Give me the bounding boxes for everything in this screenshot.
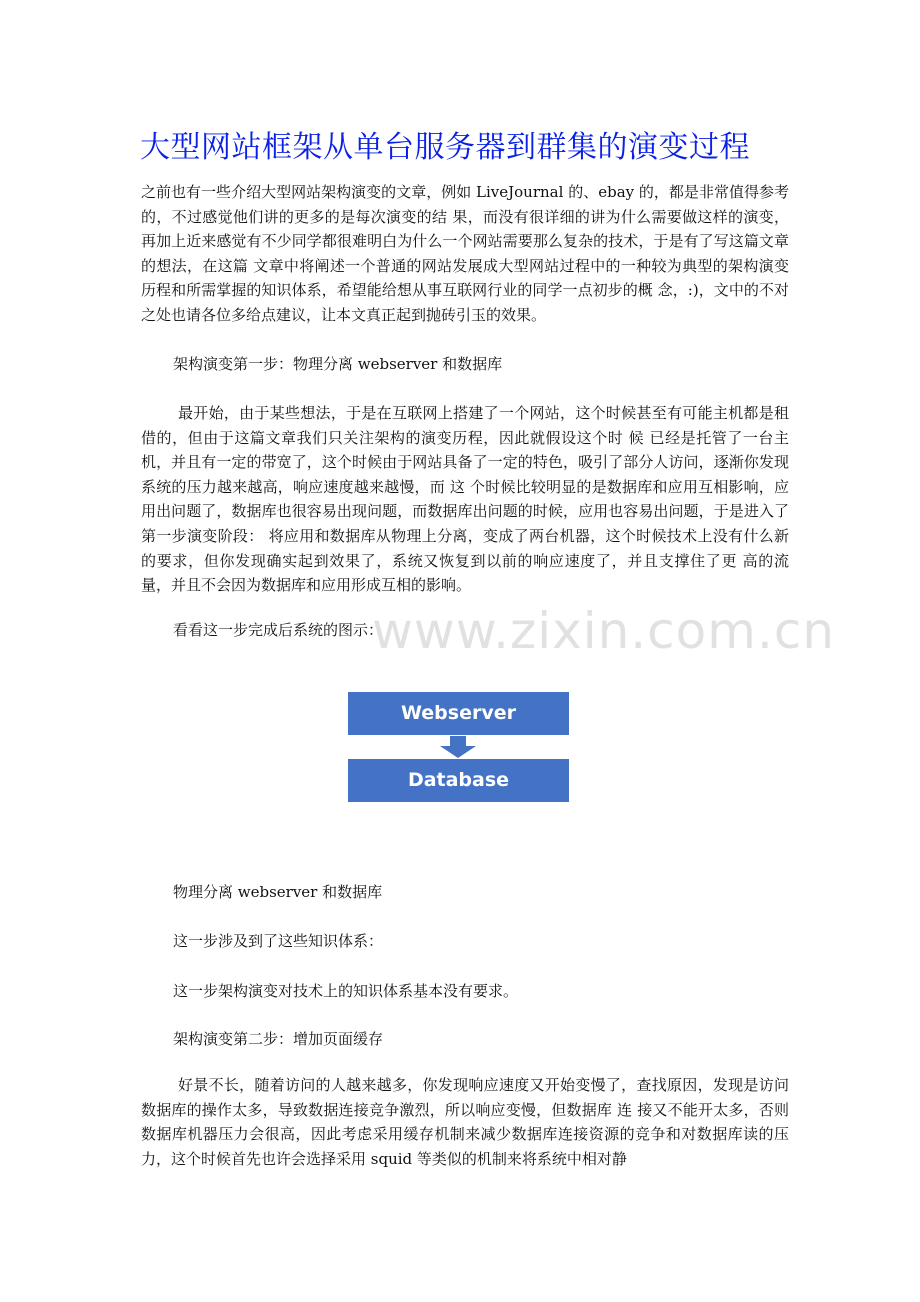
knowledge-intro-text: 这一步涉及到了这些知识体系： [173, 932, 384, 950]
intro-paragraph: 之前也有一些介绍大型网站架构演变的文章，例如 LiveJournal 的、ebay 的，都是非常值得参考的，不过感觉他们讲的更多的是每次演变的结 果，而没有很详细的讲为什么需要做这样的演变，再加上近来感觉有不少同学都很难明白为什么一个网站需要那么复杂的技术，于是有了写这篇文章的想法，在这篇 文章中将阐述一个普通的网站发展成大型网站过程中的一种较为典型的架构演变历程和所需掌握的知识体系，希望能给想从事互联网行业的同学一点初步的概 念，:)，文中的不对之处也请各位多给点建议，让本文真正起到抛砖引玉的效果。 [141, 183, 789, 324]
diagram-intro-text: 看看这一步完成后系统的图示： [173, 621, 384, 639]
step1-heading: 架构演变第一步：物理分离 webserver 和数据库 [173, 355, 503, 373]
step2-heading: 架构演变第二步：增加页面缓存 [173, 1030, 384, 1048]
watermark: www.zixin.com.cn [372, 602, 836, 660]
architecture-diagram [348, 692, 570, 804]
page-title: 大型网站框架从单台服务器到群集的演变过程 [140, 130, 750, 165]
diagram-caption: 物理分离 webserver 和数据库 [173, 883, 383, 901]
webserver-box: Webserver [348, 692, 569, 735]
database-box: Database [348, 759, 569, 802]
down-arrow-icon [438, 736, 478, 758]
step1-body-paragraph: 最开始，由于某些想法，于是在互联网上搭建了一个网站，这个时候甚至有可能主机都是租借的，但由于这篇文章我们只关注架构的演变历程，因此就假设这个时 候 已经是托管了一台主机，并且有一定的带宽了，这个时候由于网站具备了一定的特色，吸引了部分人访问，逐渐你发现系统的压力越来越高，响应速度越来越慢，而 这 个时候比较明显的是数据库和应用互相影响，应用出问题了，数据库也很容易出现问题，而数据库出问题的时候，应用也容易出问题，于是进入了第一步演变阶段： 将应用和数据库从物理上分离，变成了两台机器，这个时候技术上没有什么新的要求，但你发现确实起到效果了，系统又恢复到以前的响应速度了，并且支撑住了更 高的流量，并且不会因为数据库和应用形成互相的影响。 [141, 404, 789, 595]
step2-body-paragraph: 好景不长，随着访问的人越来越多，你发现响应速度又开始变慢了，查找原因，发现是访问数据库的操作太多，导致数据连接竞争激烈，所以响应变慢，但数据库 连 接又不能开太多，否则数据库机器压力会很高，因此考虑采用缓存机制来减少数据库连接资源的竞争和对数据库读的压力，这个时候首先也许会选择采用 squid 等类似的机制来将系统中相对静 [141, 1076, 789, 1168]
knowledge-none-text: 这一步架构演变对技术上的知识体系基本没有要求。 [173, 982, 519, 1000]
